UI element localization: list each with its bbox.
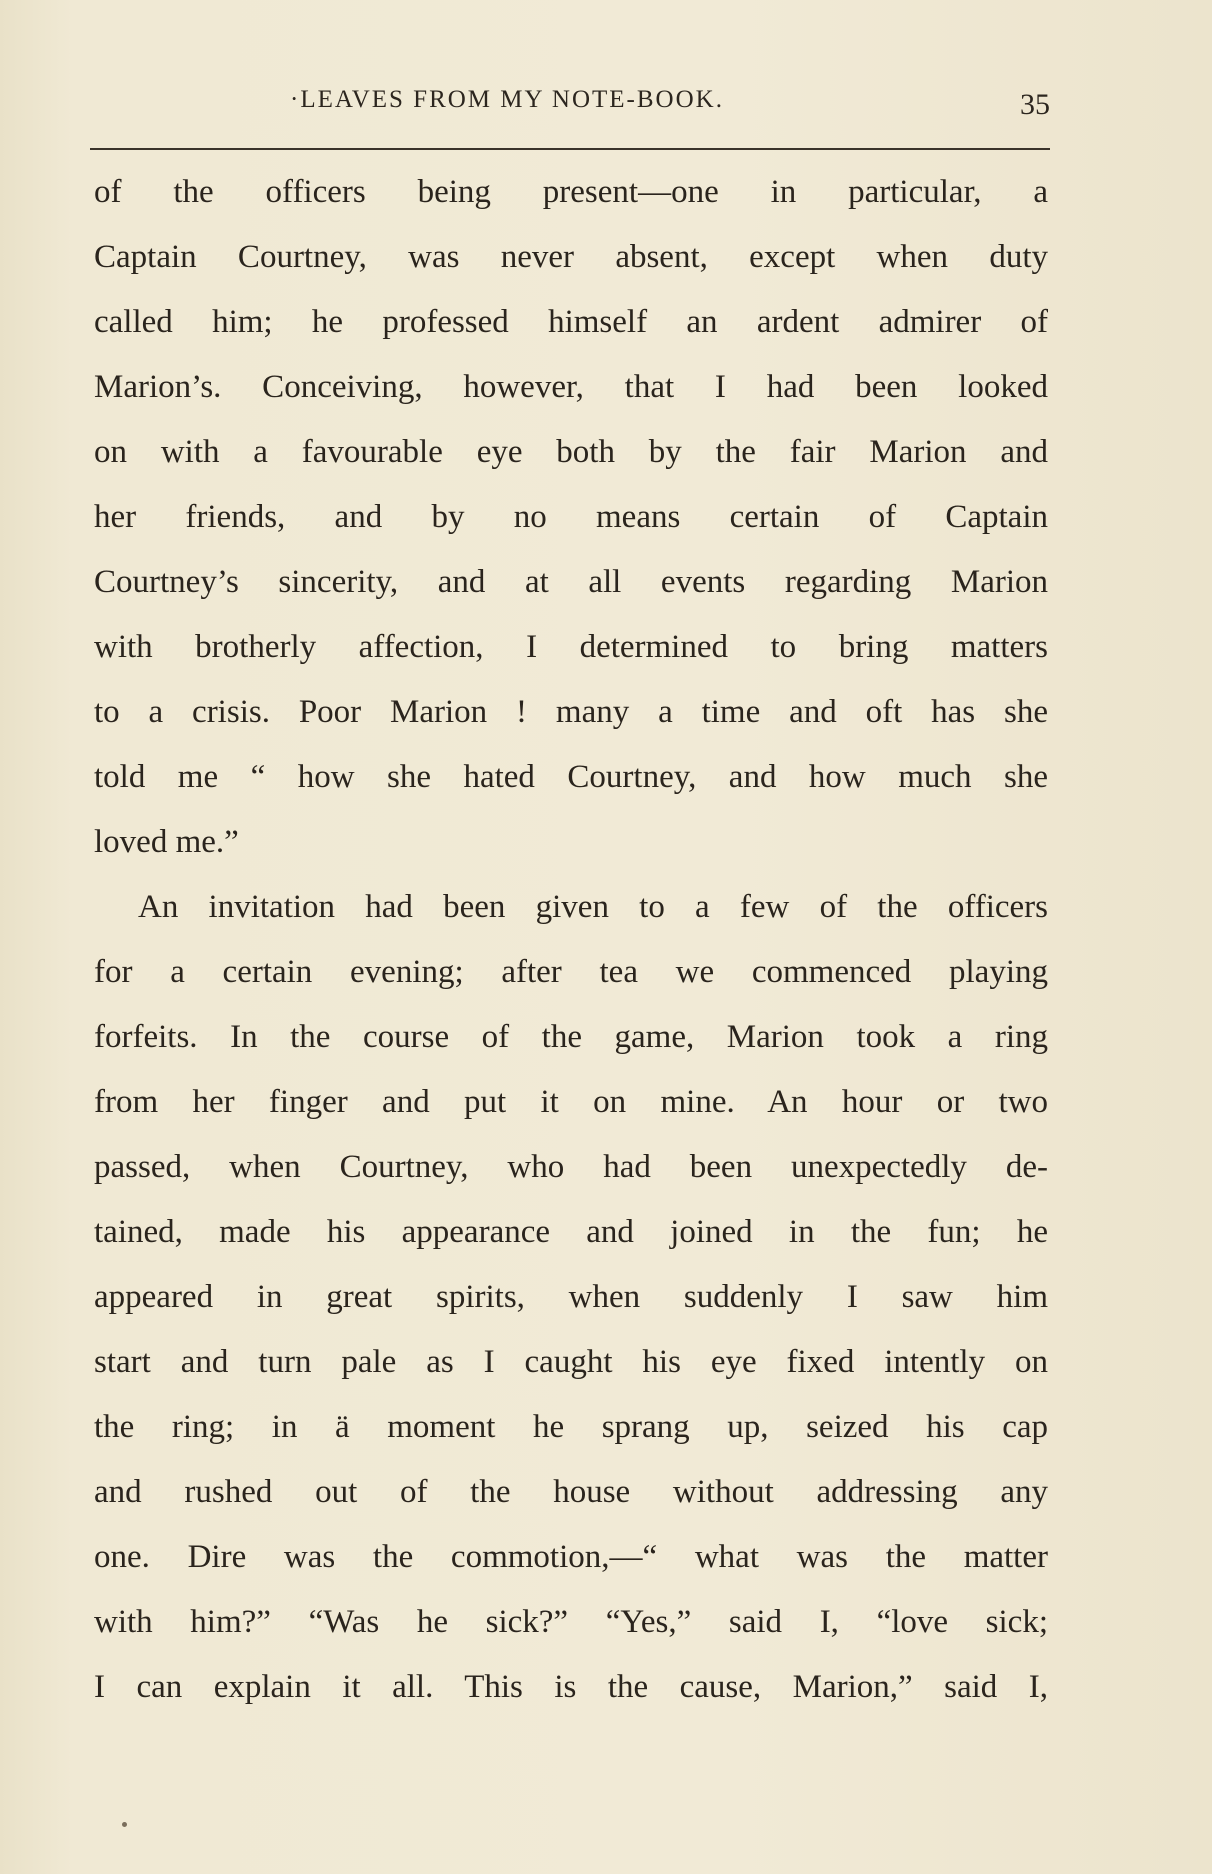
text-line: called him; he professed himself an ardent admirer of xyxy=(94,304,1048,340)
running-head xyxy=(90,86,1050,126)
text-line: and rushed out of the house without addressing any xyxy=(94,1474,1048,1510)
text-line: told me “ how she hated Courtney, and how much she xyxy=(94,759,1048,795)
text-line: from her finger and put it on mine. An hour or two xyxy=(94,1084,1048,1120)
text-line: one. Dire was the commotion,—“ what was the matter xyxy=(94,1539,1048,1575)
text-line: appeared in great spirits, when suddenly I saw him xyxy=(94,1279,1048,1315)
paragraph-start-line: An invitation had been given to a few of the officers xyxy=(138,889,1048,925)
text-line: on with a favourable eye both by the fair Marion and xyxy=(94,434,1048,470)
text-line: with brotherly affection, I determined to bring matters xyxy=(94,629,1048,665)
text-line: Courtney’s sincerity, and at all events regarding Marion xyxy=(94,564,1048,600)
header-rule xyxy=(90,148,1050,150)
text-line: passed, when Courtney, who had been unexpectedly de- xyxy=(94,1149,1048,1185)
text-line: I can explain it all. This is the cause, Marion,” said I, xyxy=(94,1669,1048,1705)
running-title: ·LEAVES FROM MY NOTE-BOOK. xyxy=(290,86,724,113)
paper-speck xyxy=(122,1822,127,1827)
text-line: Marion’s. Conceiving, however, that I had been looked xyxy=(94,369,1048,405)
paragraph-end-line: loved me.” xyxy=(94,824,239,860)
text-line: of the officers being present—one in particular, a xyxy=(94,174,1048,210)
text-line: forfeits. In the course of the game, Marion took a ring xyxy=(94,1019,1048,1055)
body-text xyxy=(94,160,1048,1720)
text-line: with him?” “Was he sick?” “Yes,” said I, “love sick; xyxy=(94,1604,1048,1640)
text-line: start and turn pale as I caught his eye fixed intently on xyxy=(94,1344,1048,1380)
text-line: to a crisis. Poor Marion ! many a time and oft has she xyxy=(94,694,1048,730)
text-line: the ring; in ä moment he sprang up, seized his cap xyxy=(94,1409,1048,1445)
text-line: Captain Courtney, was never absent, except when duty xyxy=(94,239,1048,275)
text-line: for a certain evening; after tea we commenced playing xyxy=(94,954,1048,990)
page-number: 35 xyxy=(1020,88,1050,121)
text-line: her friends, and by no means certain of Captain xyxy=(94,499,1048,535)
text-line: tained, made his appearance and joined in the fun; he xyxy=(94,1214,1048,1250)
